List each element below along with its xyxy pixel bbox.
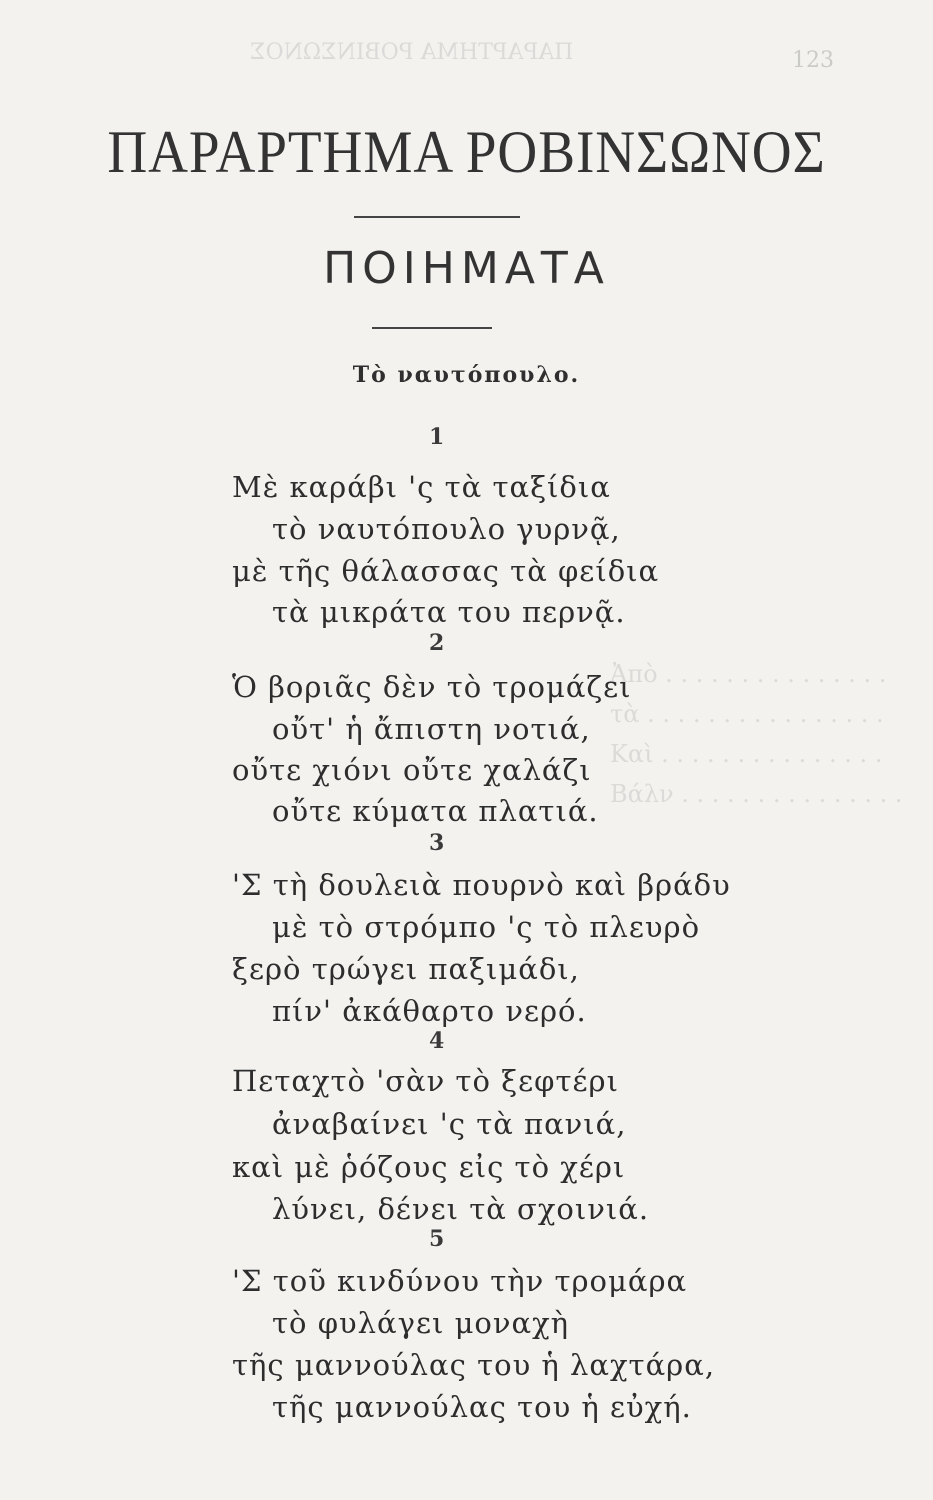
verse-line: μὲ τὸ στρόμπο 'ς τὸ πλευρὸ: [272, 910, 701, 944]
verse-line: 'Σ τοῦ κινδύνου τὴν τρομάρα: [232, 1264, 688, 1298]
verse-line: Μὲ καράβι 'ς τὰ ταξίδια: [232, 470, 611, 504]
bleed-through-text: Καὶ . . . . . . . . . . . . . . .: [610, 740, 883, 768]
verse-line: τὸ ναυτόπουλο γυρνᾷ,: [272, 512, 621, 546]
verse-line: οὔτε χιόνι οὔτε χαλάζι: [232, 753, 592, 787]
verse-line: μὲ τῆς θάλασσας τὰ φείδια: [232, 554, 660, 588]
title-rule-top: [354, 216, 520, 218]
bleed-through-text: Βάλν . . . . . . . . . . . . . . .: [610, 780, 903, 808]
verse-line: Ὁ βοριᾶς δὲν τὸ τρομάζει: [232, 670, 632, 704]
verse-line: τὰ μικράτα του περνᾷ.: [272, 595, 626, 629]
verse-line: οὔτ' ἡ ἄπιστη νοτιά,: [272, 712, 591, 746]
bleed-through-text: ΠΑΡΑΡΤΗΜΑ ΡΟΒΙΝΣΩΝΟΣ: [250, 40, 574, 65]
verse-line: Πεταχτὸ 'σὰν τὸ ξεφτέρι: [232, 1064, 619, 1098]
verse-line: οὔτε κύματα πλατιά.: [272, 794, 599, 828]
verse-line: τῆς μαννούλας του ἡ εὐχή.: [272, 1390, 692, 1424]
verse-line: ξερὸ τρώγει παξιμάδι,: [232, 952, 580, 986]
stanza-number: 4: [429, 1028, 445, 1054]
bleed-through-text: τὰ . . . . . . . . . . . . . . . .: [610, 700, 884, 728]
section-title: ΠΟΙΗΜΑΤΑ: [323, 243, 610, 294]
stanza-number: 5: [429, 1226, 445, 1252]
main-title: ΠΑΡΑΡΤΗΜΑ ΡΟΒΙΝΣΩΝΟΣ: [107, 119, 826, 185]
bleed-through-text: Ἀπὸ . . . . . . . . . . . . . . .: [610, 660, 887, 688]
verse-line: τὸ φυλάγει μοναχὴ: [272, 1306, 570, 1340]
verse-line: 'Σ τὴ δουλειὰ πουρνὸ καὶ βράδυ: [232, 868, 731, 902]
verse-line: λύνει, δένει τὰ σχοινιά.: [272, 1192, 650, 1226]
stanza-number: 1: [429, 424, 445, 450]
stanza-number: 2: [429, 630, 445, 656]
verse-line: πίν' ἀκάθαρτο νερό.: [272, 994, 587, 1028]
verse-line: ἀναβαίνει 'ς τὰ πανιά,: [272, 1107, 627, 1141]
verse-line: καὶ μὲ ῥόζους εἰς τὸ χέρι: [232, 1150, 626, 1184]
bleed-through-page-number: 123: [792, 48, 834, 73]
verse-line: τῆς μαννούλας του ἡ λαχτάρα,: [232, 1348, 716, 1382]
stanza-number: 3: [429, 830, 445, 856]
title-rule-bottom: [372, 327, 492, 329]
poem-title: Τὸ ναυτόπουλο.: [352, 362, 581, 388]
